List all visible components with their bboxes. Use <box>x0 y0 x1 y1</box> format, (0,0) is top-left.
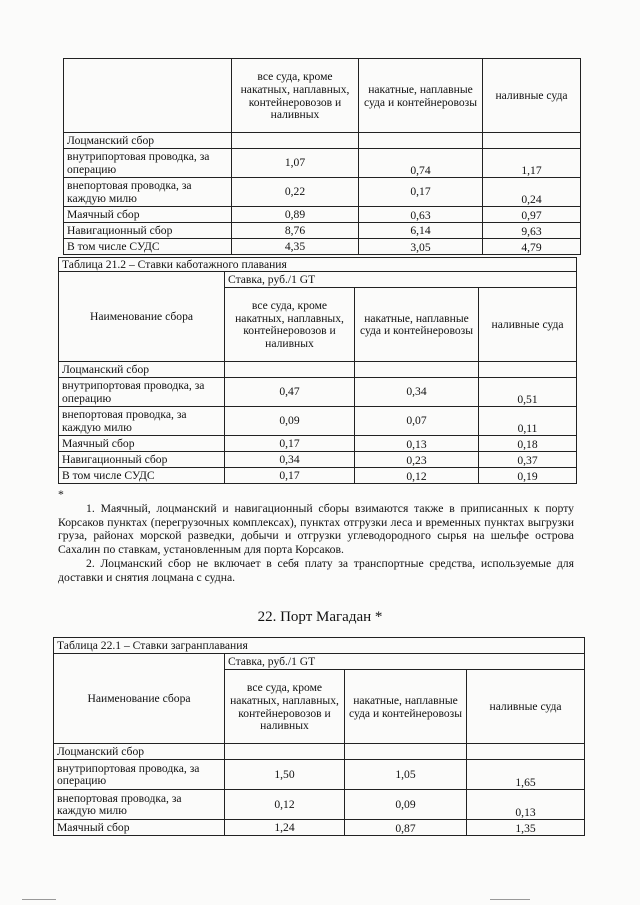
cell-value: 0,18 <box>479 435 577 451</box>
table-row <box>64 177 581 206</box>
row-label: внутрипортовая проводка, за операцию <box>54 759 225 789</box>
cell-value: 8,76 <box>232 222 359 238</box>
cell-value <box>483 133 581 149</box>
cell-value: 0,09 <box>345 789 467 819</box>
table-row <box>54 744 585 760</box>
table-row <box>64 206 581 222</box>
row-label: Маячный сбор <box>54 819 225 835</box>
table-21-2 <box>58 257 577 484</box>
col-header-all-ships: все суда, кроме накатных, наплавных, контейнеровозов и наливных <box>225 287 355 361</box>
rate-header: Ставка, руб./1 GT <box>225 654 585 670</box>
cell-value: 0,51 <box>479 377 577 406</box>
cell-value <box>355 361 479 377</box>
cell-value: 1,05 <box>345 759 467 789</box>
cell-value <box>225 361 355 377</box>
cell-value: 0,09 <box>225 406 355 435</box>
table-row <box>64 133 581 149</box>
table-row <box>64 148 581 177</box>
scan-mark-left <box>22 899 56 900</box>
col-header-all-ships: все суда, кроме накатных, наплавных, контейнеровозов и наливных <box>232 59 359 133</box>
table-row <box>59 406 577 435</box>
cell-value: 6,14 <box>359 222 483 238</box>
col-header-tankers: наливные суда <box>479 287 577 361</box>
table-row <box>59 467 577 483</box>
cell-value: 1,50 <box>225 759 345 789</box>
cell-value: 0,89 <box>232 206 359 222</box>
cell-value: 0,11 <box>479 406 577 435</box>
name-header: Наименование сбора <box>59 272 225 362</box>
table-caption: Таблица 22.1 – Ставки загранплавания <box>54 638 585 654</box>
row-label: В том числе СУДС <box>59 467 225 483</box>
row-label: внутрипортовая проводка, за операцию <box>59 377 225 406</box>
cell-value <box>225 744 345 760</box>
section-title: 22. Порт Магадан * <box>257 609 383 625</box>
footnote-star: * <box>58 488 64 501</box>
col-header-roro: накатные, наплавные суда и контейнеровозы <box>355 287 479 361</box>
row-label: Лоцманский сбор <box>59 361 225 377</box>
row-label: В том числе СУДС <box>64 238 232 254</box>
cell-value: 1,35 <box>467 819 585 835</box>
rate-header: Ставка, руб./1 GT <box>225 272 577 288</box>
row-label: внепортовая проводка, за каждую милю <box>64 177 232 206</box>
cell-value: 0,34 <box>355 377 479 406</box>
row-label: Навигационный сбор <box>59 451 225 467</box>
row-label: Лоцманский сбор <box>64 133 232 149</box>
table-row <box>54 789 585 819</box>
table-row <box>59 361 577 377</box>
cell-value: 0,24 <box>483 177 581 206</box>
table-caption: Таблица 21.2 – Ставки каботажного плавания <box>59 258 577 272</box>
cell-value: 0,22 <box>232 177 359 206</box>
scan-mark-right <box>490 899 530 900</box>
table-22-1 <box>53 637 585 836</box>
col-header-all-ships: все суда, кроме накатных, наплавных, контейнеровозов и наливных <box>225 670 345 744</box>
col-header-roro: накатные, наплавные суда и контейнеровозы <box>345 670 467 744</box>
cell-value: 1,65 <box>467 759 585 789</box>
row-label: внепортовая проводка, за каждую милю <box>54 789 225 819</box>
cell-value: 0,17 <box>359 177 483 206</box>
cell-value: 0,12 <box>355 467 479 483</box>
row-label: Навигационный сбор <box>64 222 232 238</box>
cell-value: 4,79 <box>483 238 581 254</box>
cell-value: 0,97 <box>483 206 581 222</box>
cell-value: 0,87 <box>345 819 467 835</box>
row-label: внутрипортовая проводка, за операцию <box>64 148 232 177</box>
col-header-tankers: наливные суда <box>467 670 585 744</box>
table-row <box>59 451 577 467</box>
cell-value: 1,24 <box>225 819 345 835</box>
cell-value: 0,37 <box>479 451 577 467</box>
cell-value <box>479 361 577 377</box>
table-21-1 <box>63 58 581 255</box>
col-header-tankers: наливные суда <box>483 59 581 133</box>
note-2: 2. Лоцманский сбор не включает в себя плату за транспортные средства, используемые для доставки и снятия лоцмана с судна. <box>58 556 574 584</box>
cell-value: 1,17 <box>483 148 581 177</box>
cell-value: 9,63 <box>483 222 581 238</box>
name-header: Наименование сбора <box>54 654 225 744</box>
note-1: 1. Маячный, лоцманский и навигационный сборы взимаются также в приписанных к порту Корсаков пунктах (перегрузочных комплексах), пунктах отгрузки леса и временных пунктах выгрузки груза, районах морской разведки, добычи и отгрузки углеводородного сырья на шельфе острова Сахалин по ставкам, установленным для порта Корсаков. <box>58 501 574 557</box>
table-row <box>54 819 585 835</box>
cell-value: 0,17 <box>225 467 355 483</box>
cell-value <box>232 133 359 149</box>
cell-value: 0,23 <box>355 451 479 467</box>
cell-value <box>359 133 483 149</box>
cell-value: 0,13 <box>355 435 479 451</box>
table-row <box>59 435 577 451</box>
cell-value: 3,05 <box>359 238 483 254</box>
cell-value: 0,13 <box>467 789 585 819</box>
cell-value: 0,12 <box>225 789 345 819</box>
cell-value: 4,35 <box>232 238 359 254</box>
cell-value: 0,07 <box>355 406 479 435</box>
notes <box>58 488 574 585</box>
table-row <box>64 222 581 238</box>
row-label: Маячный сбор <box>59 435 225 451</box>
cell-value: 0,63 <box>359 206 483 222</box>
col-header-roro: накатные, наплавные суда и контейнеровозы <box>359 59 483 133</box>
cell-value: 0,34 <box>225 451 355 467</box>
cell-value <box>467 744 585 760</box>
table-row <box>54 759 585 789</box>
cell-value: 0,74 <box>359 148 483 177</box>
cell-value: 0,47 <box>225 377 355 406</box>
cell-value <box>345 744 467 760</box>
row-label: внепортовая проводка, за каждую милю <box>59 406 225 435</box>
row-label: Лоцманский сбор <box>54 744 225 760</box>
cell-value: 0,19 <box>479 467 577 483</box>
table-row <box>64 238 581 254</box>
cell-value: 1,07 <box>232 148 359 177</box>
row-label: Маячный сбор <box>64 206 232 222</box>
table-row <box>59 377 577 406</box>
header-blank-cell <box>64 59 232 133</box>
cell-value: 0,17 <box>225 435 355 451</box>
